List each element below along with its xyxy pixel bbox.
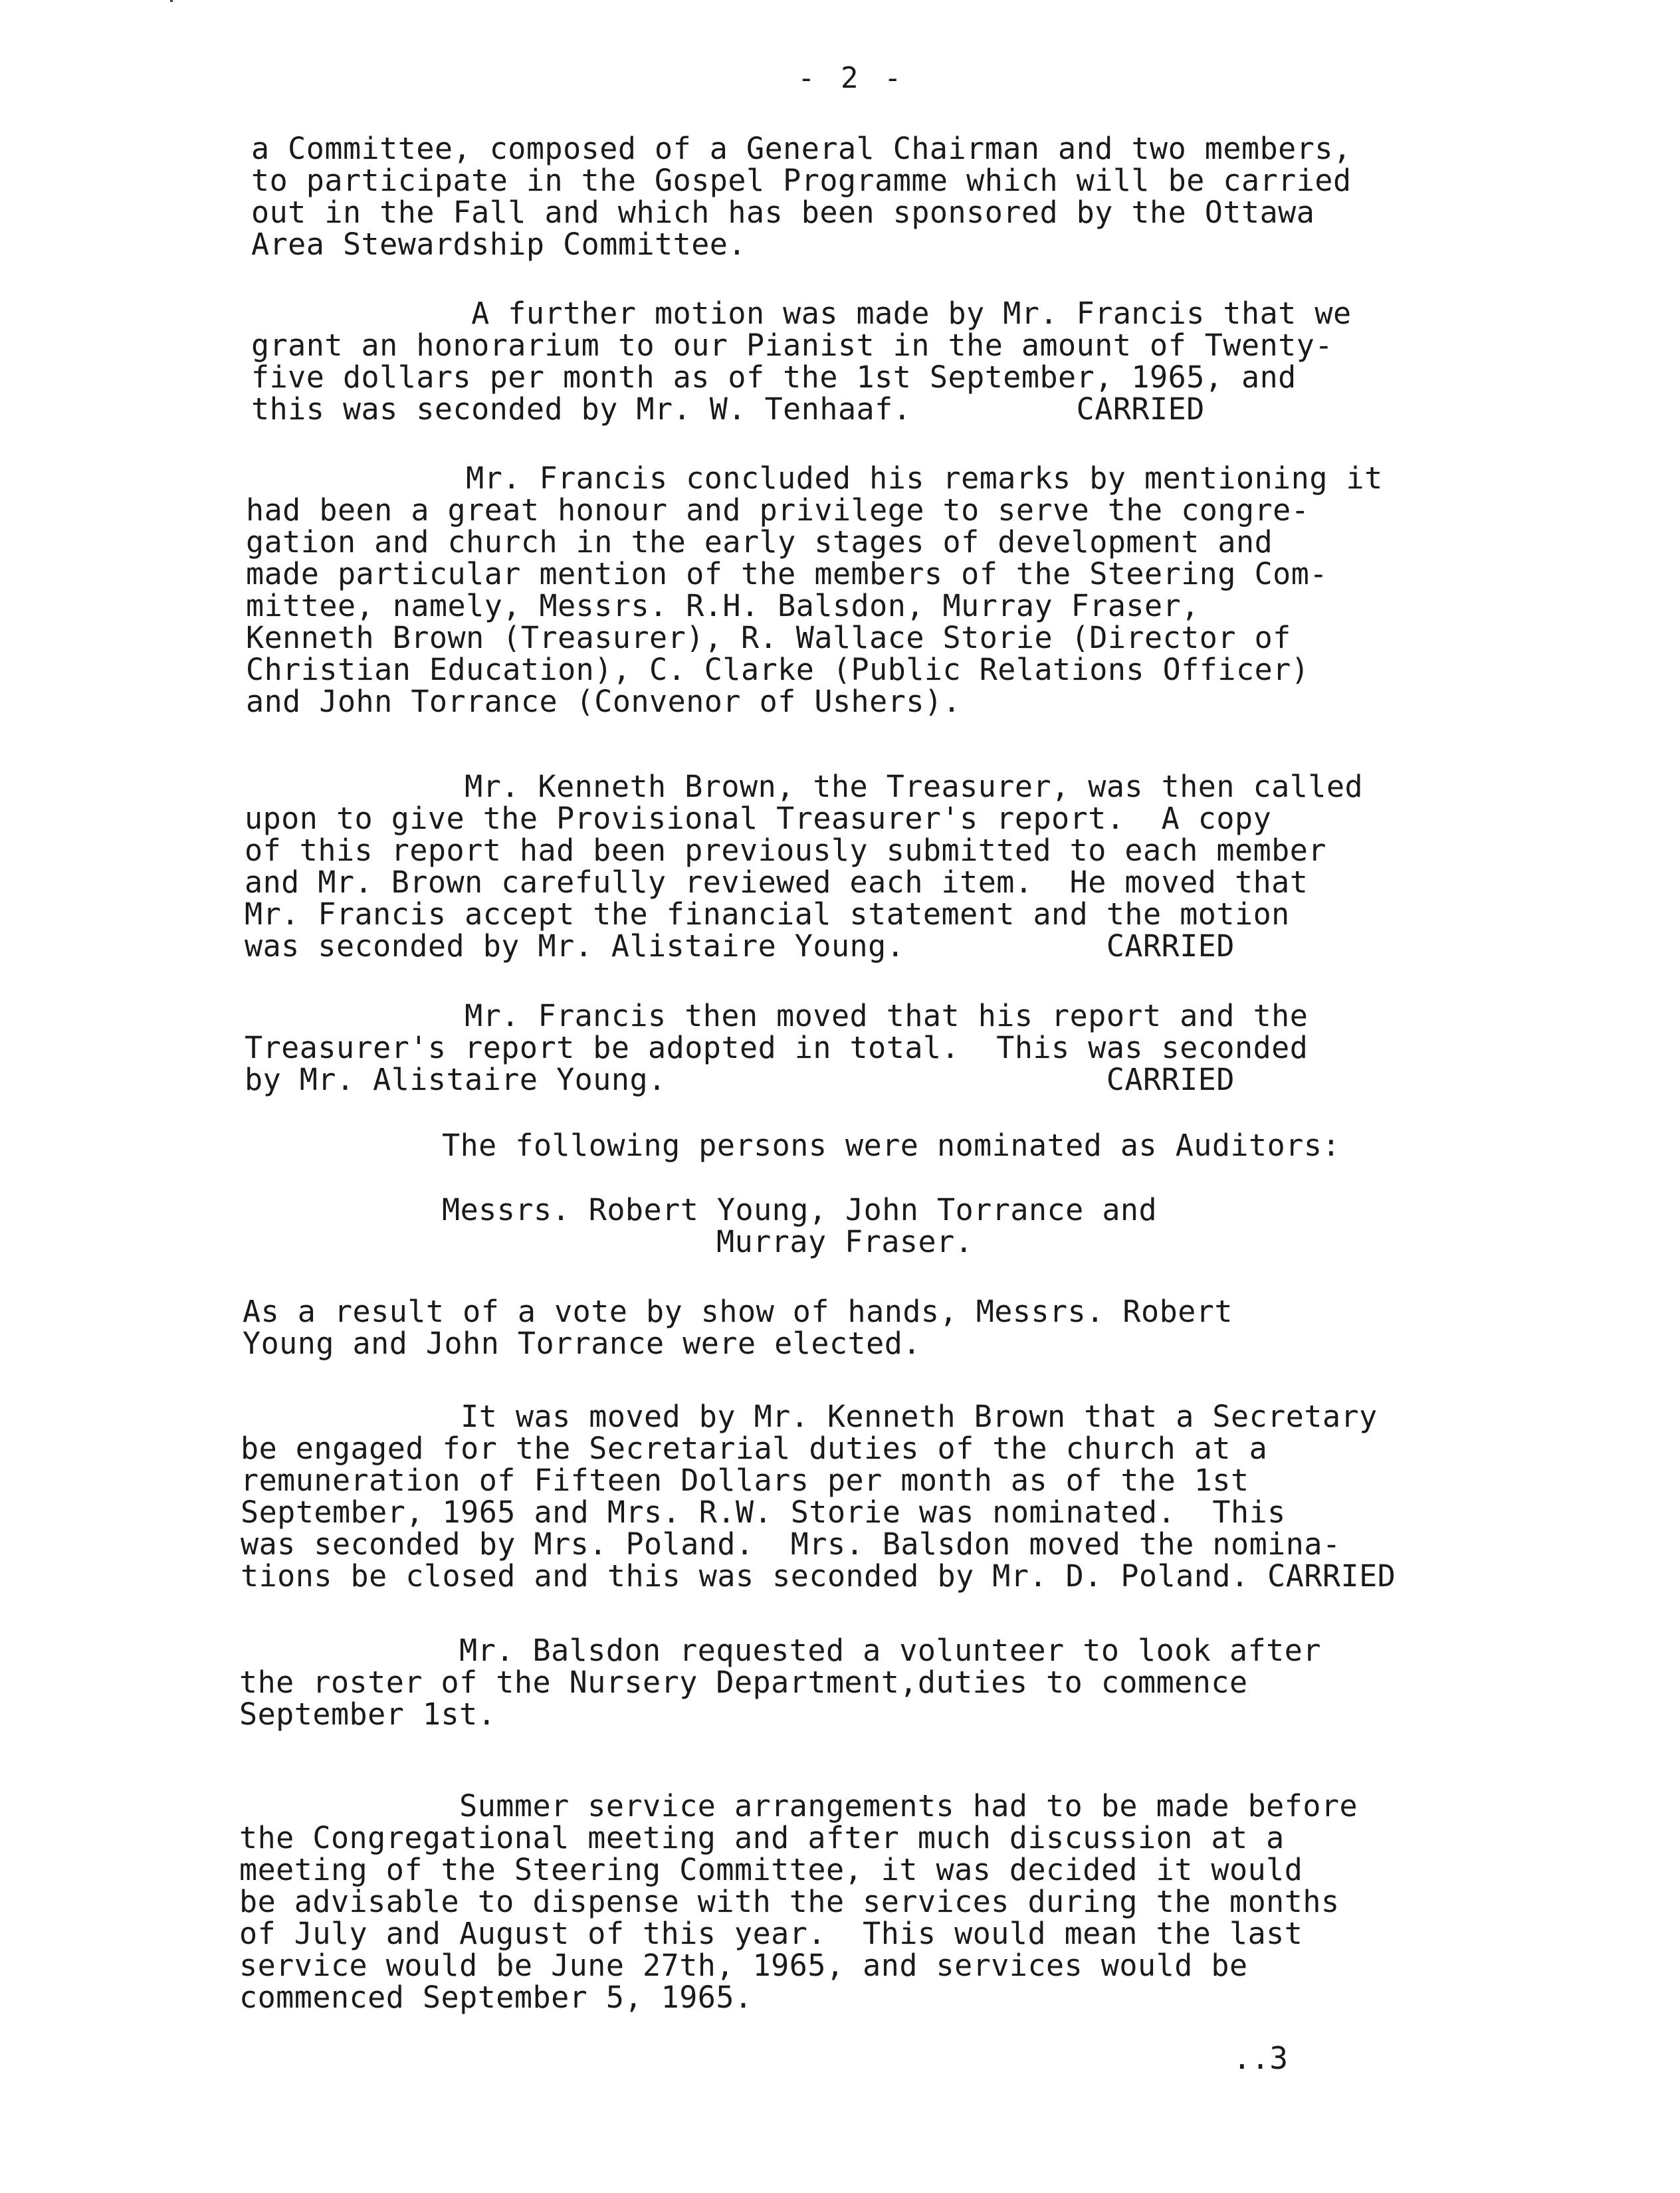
paragraph-treasurer-report bbox=[245, 771, 1363, 962]
text-line: commenced September 5, 1965. bbox=[239, 1980, 753, 2015]
auditor-names-continuation: Murray Fraser. bbox=[716, 1224, 974, 1259]
text-line: five dollars per month as of the 1st September, 1965, and bbox=[251, 360, 1297, 395]
text-line: September 1st. bbox=[239, 1697, 496, 1732]
text-line: mittee, namely, Messrs. R.H. Balsdon, Murray Fraser, bbox=[246, 588, 1200, 623]
paragraph-vote-result bbox=[243, 1296, 1233, 1360]
text-line: Kenneth Brown (Treasurer), R. Wallace Storie (Director of bbox=[246, 620, 1291, 655]
text-line: and John Torrance (Convenor of Ushers). bbox=[246, 684, 962, 719]
paragraph-auditors-nominated bbox=[442, 1130, 1340, 1162]
continuation-marker: ..3 bbox=[1233, 2040, 1289, 2076]
text-line: was seconded by Mrs. Poland. Mrs. Balsdon moved the nomina- bbox=[241, 1526, 1341, 1562]
text-line: and Mr. Brown carefully reviewed each item. He moved that bbox=[245, 865, 1309, 900]
text-line: Mr. Balsdon requested a volunteer to look after bbox=[239, 1633, 1321, 1668]
text-line: Mr. Kenneth Brown, the Treasurer, was then called bbox=[245, 769, 1364, 804]
text-line: As a result of a vote by show of hands, Messrs. Robert bbox=[243, 1294, 1233, 1329]
text-line: of July and August of this year. This would mean the last bbox=[239, 1916, 1303, 1951]
scan-speck bbox=[170, 0, 173, 2]
paragraph-nursery-roster bbox=[239, 1635, 1321, 1730]
paragraph-francis-remarks bbox=[246, 463, 1383, 718]
text-line: Mr. Francis then moved that his report and the bbox=[245, 998, 1309, 1033]
text-line: had been a great honour and privilege to serve the congre- bbox=[246, 492, 1310, 528]
text-line: meeting of the Steering Committee, it was decided it would bbox=[239, 1852, 1303, 1887]
text-line: A further motion was made by Mr. Francis that we bbox=[251, 296, 1352, 331]
page-number: - 2 - bbox=[797, 61, 906, 95]
text-line: of this report had been previously submitted to each member bbox=[245, 833, 1326, 868]
text-line: this was seconded by Mr. W. Tenhaaf. CARRIED bbox=[251, 391, 1205, 427]
paragraph-committee-continuation bbox=[251, 133, 1352, 261]
paragraph-pianist-honorarium bbox=[251, 298, 1352, 425]
paragraph-summer-service bbox=[239, 1790, 1358, 2014]
text-line: Summer service arrangements had to be made before bbox=[239, 1788, 1358, 1824]
text-line: was seconded by Mr. Alistaire Young. CARRIED bbox=[245, 928, 1235, 964]
paragraph-secretary-engaged bbox=[241, 1401, 1396, 1592]
text-line: be advisable to dispense with the services during the months bbox=[239, 1884, 1340, 1919]
paragraph-reports-adopted bbox=[245, 1000, 1308, 1096]
text-line: It was moved by Mr. Kenneth Brown that a Secretary bbox=[241, 1399, 1378, 1434]
text-line: the Congregational meeting and after much discussion at a bbox=[239, 1820, 1285, 1855]
text-line: the roster of the Nursery Department,duties to commence bbox=[239, 1665, 1248, 1700]
text-line: Area Stewardship Committee. bbox=[251, 227, 746, 262]
text-line: by Mr. Alistaire Young. CARRIED bbox=[245, 1062, 1235, 1097]
text-line: to participate in the Gospel Programme which will be carried bbox=[251, 163, 1352, 198]
text-line: out in the Fall and which has been sponsored by the Ottawa bbox=[251, 195, 1315, 230]
text-line: Mr. Francis concluded his remarks by mentioning it bbox=[246, 461, 1383, 496]
text-line: Messrs. Robert Young, John Torrance and bbox=[442, 1192, 1158, 1227]
text-line: September, 1965 and Mrs. R.W. Storie was nominated. This bbox=[241, 1495, 1286, 1530]
text-line: be engaged for the Secretarial duties of the church at a bbox=[241, 1431, 1268, 1466]
text-line: Treasurer's report be adopted in total. This was seconded bbox=[245, 1030, 1309, 1065]
text-line: a Committee, composed of a General Chairman and two members, bbox=[251, 131, 1352, 166]
text-line: upon to give the Provisional Treasurer's report. A copy bbox=[245, 801, 1272, 836]
text-line: The following persons were nominated as Auditors: bbox=[442, 1128, 1341, 1163]
text-line: grant an honorarium to our Pianist in the amount of Twenty- bbox=[251, 328, 1333, 363]
text-line: Mr. Francis accept the financial statement and the motion bbox=[245, 896, 1290, 932]
text-line: Young and John Torrance were elected. bbox=[243, 1326, 921, 1361]
auditor-names bbox=[442, 1194, 1157, 1226]
text-line: gation and church in the early stages of development and bbox=[246, 524, 1273, 560]
text-line: Christian Education), C. Clarke (Public Relations Officer) bbox=[246, 652, 1310, 687]
text-line: service would be June 27th, 1965, and services would be bbox=[239, 1948, 1248, 1983]
text-line: remuneration of Fifteen Dollars per month as of the 1st bbox=[241, 1463, 1249, 1498]
text-line: tions be closed and this was seconded by Mr. D. Poland. CARRIED bbox=[241, 1558, 1396, 1594]
text-line: made particular mention of the members of the Steering Com- bbox=[246, 556, 1328, 591]
